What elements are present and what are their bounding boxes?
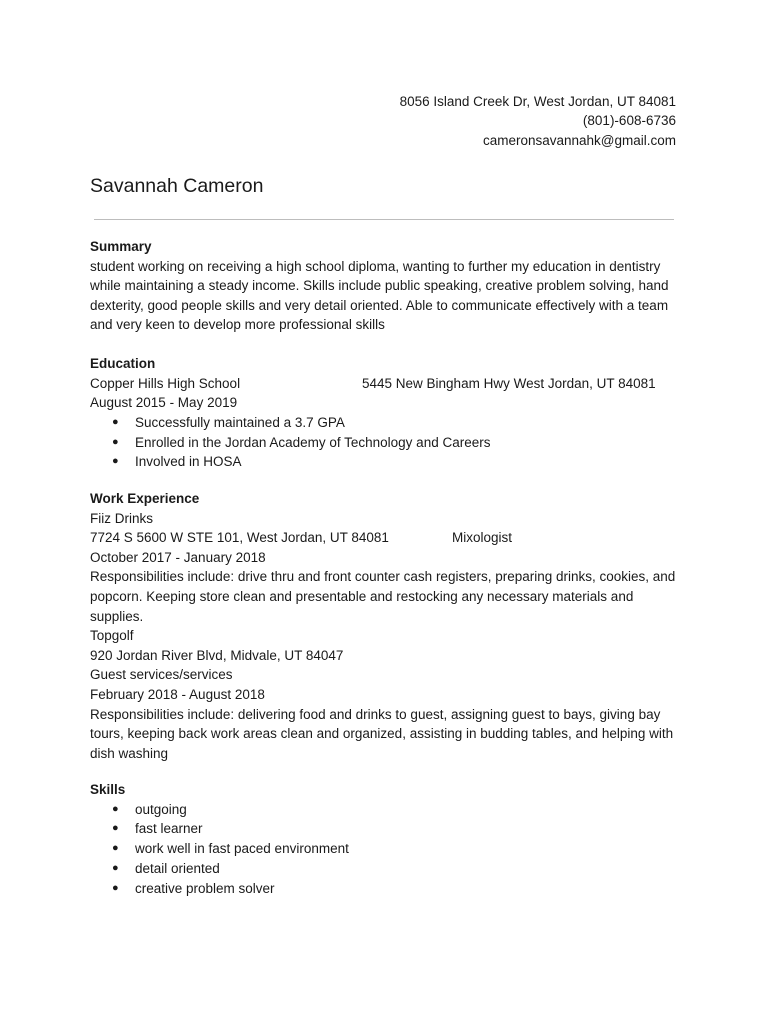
job-dates: February 2018 - August 2018	[90, 686, 265, 702]
summary-heading: Summary	[90, 239, 152, 254]
job-company: Topgolf	[90, 628, 134, 644]
list-item-text: creative problem solver	[135, 880, 275, 896]
work-heading: Work Experience	[90, 491, 200, 506]
school-name: Copper Hills High School	[90, 375, 241, 391]
bullet-icon: ●	[112, 881, 119, 894]
list-item-text: detail oriented	[135, 860, 220, 876]
list-item-text: outgoing	[135, 801, 187, 817]
job-address: 7724 S 5600 W STE 101, West Jordan, UT 84081	[90, 530, 389, 546]
list-item	[90, 839, 690, 859]
contact-address: 8056 Island Creek Dr, West Jordan, UT 84081	[399, 94, 676, 109]
list-item-text: Involved in HOSA	[135, 454, 242, 470]
list-item	[90, 879, 690, 899]
job-description: Responsibilities include: drive thru and front counter cash registers, preparing drinks, cookies, and popcorn. Keeping store clean and presentable and restocking any necessary materials and supplies.	[90, 569, 676, 624]
job-address: 920 Jordan River Blvd, Midvale, UT 84047	[90, 647, 344, 663]
list-item	[90, 859, 690, 879]
list-item-text: Enrolled in the Jordan Academy of Technology and Careers	[135, 434, 491, 450]
list-item	[90, 433, 690, 453]
list-item	[90, 800, 690, 820]
skills-section	[90, 780, 690, 899]
bullet-icon: ●	[112, 802, 119, 815]
skills-heading: Skills	[90, 782, 126, 797]
education-dates: August 2015 - May 2019	[90, 395, 238, 411]
bullet-icon: ●	[112, 861, 119, 874]
job-dates: October 2017 - January 2018	[90, 549, 266, 565]
contact-phone: (801)-608-6736	[582, 113, 676, 129]
education-heading: Education	[90, 356, 156, 371]
education-bullets	[90, 413, 690, 472]
bullet-icon: ●	[112, 455, 119, 468]
skills-list	[90, 800, 690, 899]
contact-block	[400, 92, 676, 150]
bullet-icon: ●	[112, 822, 119, 835]
summary-section	[90, 237, 690, 335]
bullet-icon: ●	[112, 842, 119, 855]
list-item	[90, 413, 690, 433]
education-section	[90, 354, 690, 472]
education-school-row	[90, 374, 690, 394]
job-address-row	[90, 528, 690, 548]
contact-email: cameronsavannahk@gmail.com	[482, 132, 676, 148]
job-description: Responsibilities include: delivering food and drinks to guest, assigning guest to bays, giving bay tours, keeping back work areas clean and organized, assisting in budding tables, and helping with dish washing	[90, 706, 674, 761]
list-item	[90, 452, 690, 472]
job-company: Fiiz Drinks	[90, 510, 153, 526]
list-item-text: fast learner	[135, 821, 203, 837]
work-section	[90, 489, 690, 763]
bullet-icon: ●	[112, 415, 119, 428]
job-title: Mixologist	[452, 530, 513, 546]
summary-text: student working on receiving a high school diploma, wanting to further my education in dentistry while maintaining a steady income. Skills include public speaking, creative problem solving, hand dexterity, good people skills and very detail oriented. Able to communicate effectively with a team and very keen to develop more professional skills	[90, 258, 669, 333]
bullet-icon: ●	[112, 435, 119, 448]
school-address: 5445 New Bingham Hwy West Jordan, UT 84081	[362, 375, 656, 391]
candidate-name: Savannah Cameron	[90, 175, 264, 197]
list-item	[90, 819, 690, 839]
list-item-text: work well in fast paced environment	[135, 841, 349, 857]
job-title: Guest services/services	[90, 667, 233, 683]
header-divider	[94, 219, 674, 220]
list-item-text: Successfully maintained a 3.7 GPA	[135, 414, 345, 430]
